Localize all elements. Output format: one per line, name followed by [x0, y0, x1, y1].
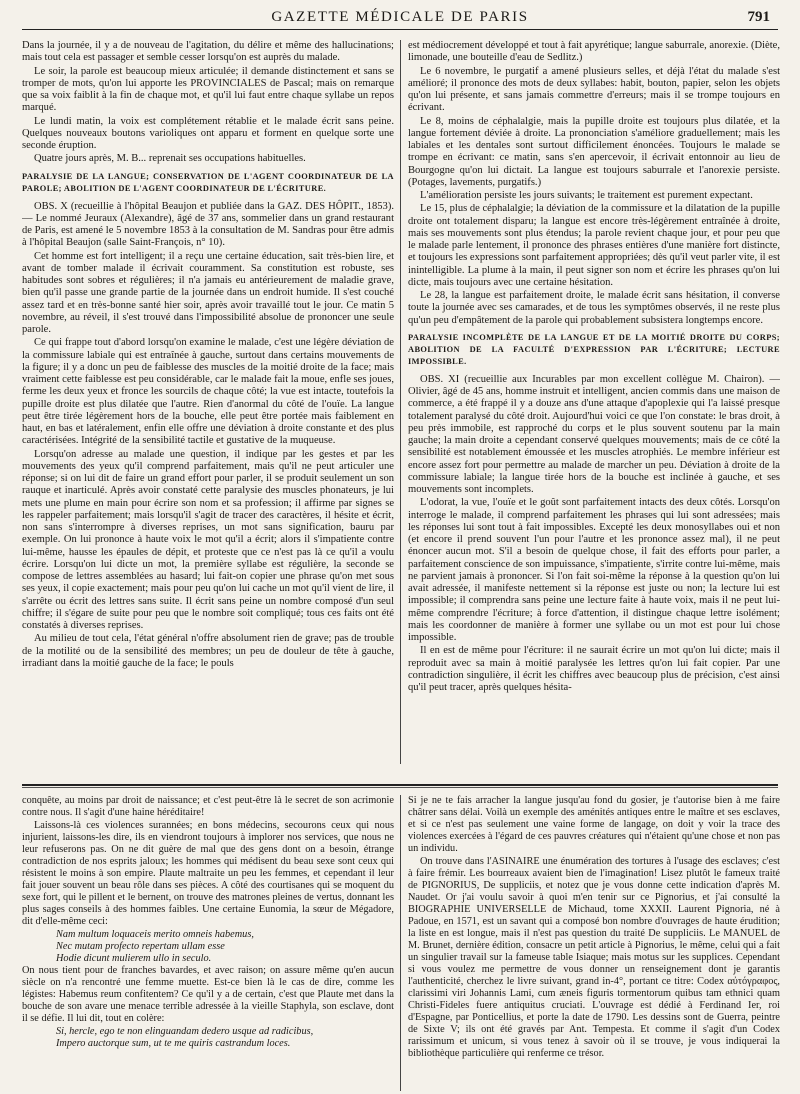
paragraph: conquête, au moins par droit de naissance; et c'est peut-être là le secret de son acrimonie contre nous. Il s'agit d'une haine héréditaire! — [22, 795, 394, 818]
paragraph: Le 6 novembre, le purgatif a amené plusieurs selles, et déjà l'état du malade s'est amélioré; il prononce des mots de deux syllabes: habit, bouton, papier, selon les objets qu'on lui présente, et sans jamais commettre d'erreurs; mais il se trompe toujours en écrivant. — [408, 65, 780, 114]
latin-quote-line: Hodie dicunt mulierem ullo in seculo. — [56, 953, 212, 964]
feuilleton-column-left — [22, 795, 394, 1091]
paragraph: On nous tient pour de franches bavardes, et avec raison; on assure même qu'en aucun siècle on n'a rencontré une femme muette. Est-ce bien là le cas de dire, comme les légistes: Habemus reum confitentem? Ce qu'il y a de certain, c'est que Plaute met dans la bouche de son avare une menace terrible adressée à la vieille Staphyla, son esclave, dont il se défie. Il lui dit, tout en colère: — [22, 965, 394, 1024]
paragraph: Le lundi matin, la voix est complétement rétablie et le malade écrit sans peine. Quelques nouveaux boutons varioliques ont apparu et forment en quelque sorte une seconde éruption. — [22, 115, 394, 151]
paragraph: est médiocrement développé et tout à fait apyrétique; langue saburrale, anorexie. (Diète, limonade, une bouteille d'eau de Sedlitz.) — [408, 40, 780, 64]
observation-label: OBS. XI — [420, 373, 460, 385]
paragraph: Au milieu de tout cela, l'état général n'offre absolument rien de grave; pas de trouble de la motilité ou de la sensibilité des membres; un peu de douleur de tête à gauche, irradiant dans la moitié gauche de la face; le pouls — [22, 633, 394, 669]
paragraph: Dans la journée, il y a de nouveau de l'agitation, du délire et même des hallucinations; mais tout cela est passager et semble cesser lorsqu'on est auprès du malade. — [22, 40, 394, 64]
paragraph: Le 15, plus de céphalalgie; la déviation de la commissure et la dilatation de la pupille droite ont totalement disparu; la langue est encore très-légèrement entraînée à droite, mais ses mouvements sont plus étendus; la parole revient chaque jour, et pour peu que le malade parle lentement, il prononce des phrases entières d'une manière fort distincte, et toujours les expressions sont parfaitement appropriées; dès qu'il veut parler vite, il est inintelligible. La plume à la main, il peut signer son nom et écrire les phrases qu'on lui dicte, mais toujours avec une certaine hésitation. — [408, 203, 780, 288]
observation-paragraph: OBS. X (recueillie à l'hôpital Beaujon et publiée dans la GAZ. DES HÔPIT., 1853). — Le nommé Jeuraux (Alexandre), âgé de 37 ans, sommelier dans un grand restaurant de Paris, est amené le 5 novembre 1853 à la consultation de M. Sandras pour être admis à l'hôpital Beaujon (salle Saint-François, n° 10). — [22, 200, 394, 249]
section-heading: PARALYSIE DE LA LANGUE; CONSERVATION DE L'AGENT COORDINATEUR DE LA PAROLE; ABOLITION DE L'AGENT COORDINATEUR DE L'ÉCRITURE. — [22, 171, 394, 193]
feuilleton-column-right — [408, 795, 780, 1091]
column-divider-bottom — [400, 795, 401, 1091]
latin-quote-line: Si, hercle, ego te non elinguandam dedero usque ad radicibus, — [56, 1026, 314, 1037]
article-column-left — [22, 40, 394, 764]
journal-title: GAZETTE MÉDICALE DE PARIS — [271, 9, 529, 25]
paragraph: Cet homme est fort intelligent; il a reçu une certaine éducation, sait très-bien lire, et avant de tomber malade il écrivait couramment. Sa constitution est robuste, ses habitudes sont sobres et régulières; il n'a jamais eu antérieurement de maladie grave, bien qu'il passe une grande partie de la journée dans un endroit humide. Il s'est couché assez tard et en très-bonne santé hier soir, après avoir travaillé tout le jour. Ce matin 5 novembre, au réveil, il s'est trouvé dans l'impossibilité absolue de prononcer une seule parole. — [22, 250, 394, 335]
latin-quote-line: Nam multum loquaceis merito omneis habemus, — [56, 929, 254, 940]
latin-quote-line: Nec mutam profecto repertam ullam esse — [56, 941, 225, 952]
paragraph: Le soir, la parole est beaucoup mieux articulée; il demande distinctement et sans se tromper de mots, qu'on lui apporte les PROVINCIALES de Pascal; mais on remarque que sa voix faiblit à la fin de chaque mot, et qu'il lui faut entre chaque syllabe un repos marqué. — [22, 65, 394, 114]
latin-quote-line: Impero auctorque sum, ut te me quiris castrandum loces. — [56, 1038, 291, 1049]
paragraph: L'odorat, la vue, l'ouïe et le goût sont parfaitement intacts des deux côtés. Lorsqu'on interroge le malade, il comprend parfaitement les phrases qui lui sont adressées; mais les réponses lui sont tout à fait impossibles. Excepté les deux monosyllabes oui et non (et encore il prend souvent l'un pour l'autre et les prononce assez mal), il ne peut énoncer aucun mot. S'il a besoin de quelque chose, il fait des efforts pour parler, a parfaitement conscience de son impuissance, s'impatiente, s'irrite contre lui-même, mais ne parvient jamais à prononcer. Si l'on fait soi-même la réponse à la question qu'on lui avait adressée, il manifeste nettement si la réponse est juste ou non; la lecture lui est impossible; il comprendra sans peine une lecture faite à haute voix, mais il ne peut lui-même comprendre l'écriture; à force d'attention, il distingue chaque lettre isolément; mais les coordonner de manière à former une syllabe ou un mot est pour lui chose impossible. — [408, 497, 780, 643]
paragraph: Laissons-là ces violences surannées; en bons médecins, secourons ceux qui nous injurient, laissons-les dire, ils en viendront toujours à implorer nos services, que nous ne leur refuserons pas. On ne dit guère de mal que des gens dont on a besoin, étrange contradiction de nos esprits jaloux; les hommes qui médisent du beau sexe sont ceux qui résistent le moins à son empire. Plaute maltraite un peu les femmes, et cependant il leur fait jouer souvent un beau rôle dans ses pièces. A côté des courtisanes qui se moquent du sexe fort, qui le pillent et le bernent, on trouve des matrones pleines de vertus, donnant les plus sages conseils à des hommes faibles. Une certaine Eunomia, la sœur de Mégadore, dit d'elle-même ceci: — [22, 820, 394, 927]
paragraph: Ce qui frappe tout d'abord lorsqu'on examine le malade, c'est une légère déviation de la commissure labiale qui est entraînée à gauche, surtout dans certains mouvements de la figure; il y a donc un peu de faiblesse des muscles de la moitié droite de la face; mais vraiment cette faiblesse est peu considérable, car le malade fait la moue, enfle ses joues, ferme les deux yeux et fronce les sourcils de chaque côté; la vue est intacte, toutefois la pupille droite est plus dilatée que l'autre. Rien d'anormal du côté de l'ouïe. La langue peut être tirée légèrement hors de la bouche, elle peut être portée mais faiblement en haut, en bas et latéralement, enfin elle offre une déviation à droite constante et des plus caractérisées. Intégrité de la sensibilité tactile et gustative de la muqueuse. — [22, 337, 394, 447]
paragraph: L'amélioration persiste les jours suivants; le traitement est purement expectant. — [420, 190, 753, 201]
page-header — [22, 6, 778, 30]
paragraph: Le 8, moins de céphalalgie, mais la pupille droite est toujours plus dilatée, et la langue fortement déviée à droite. La prononciation s'améliore graduellement; mais les labiales et les dentales sont surtout difficilement énoncées. Toujours le malade se trompe en écrivant: ce matin, sans s'en apercevoir, il écrivait entonnoir au lieu de Bourgogne qu'on lui dictait. La langue est toujours saburrale et l'anorexie persiste. (Potages, lavements, purgatifs.) — [408, 115, 780, 188]
paragraph: Le 28, la langue est parfaitement droite, le malade écrit sans hésitation, il converse toute la journée avec ses camarades, et de tous les symptômes observés, il ne reste plus qu'un peu d'empâtement de la parole qui probablement subsistera longtemps encore. — [408, 290, 780, 326]
observation-label: OBS. X — [34, 200, 68, 212]
paragraph: Quatre jours après, M. B... reprenait ses occupations habituelles. — [34, 153, 306, 165]
journal-citation: GAZ. DES HÔPIT. — [277, 200, 362, 212]
paragraph: Il en est de même pour l'écriture: il ne saurait écrire un mot qu'on lui dicte; mais il reproduit avec sa main à moitié paralysée les lettres qu'on lui fait copier. Par une contradiction singulière, il écrit les chiffres avec beaucoup plus de précision, c'est ainsi qu'il peut tracer, après quelques hésita- — [408, 645, 780, 693]
paragraph: Si je ne te fais arracher la langue jusqu'au fond du gosier, je t'autorise bien à me faire châtrer sans délai. Voilà un exemple des aménités antiques entre le maître et ses esclaves, et si ce n'est pas seulement une vaine forme de langage, on doit y voir la trace des violences exercées à l'égard de ces pauvres créatures qui n'étaient qu'une chose et non pas un individu. — [408, 795, 780, 854]
feuilleton-separator-inner — [22, 787, 778, 788]
observation-paragraph: OBS. XI (recueillie aux Incurables par mon excellent collègue M. Chairon). — Olivier, âgé de 45 ans, homme instruit et intelligent, ancien commis dans une maison de commerce, a été frappé il y a douze ans d'une attaque d'apoplexie qui l'a laissé presque totalement paralysé du côté droit. Aujourd'hui voici ce que l'on constate: le bras droit, à peu près immobile, est rapproché du corps et le plus souvent soutenu par la main gauche; la main droite a cependant conservé quelques mouvements; mais de ce côté la sensibilité est notablement émoussée et les muscles atrophiés. Le membre inférieur est encore assez fort pour permettre au malade de marcher un peu. Déviation à droite de la commissure labiale; la langue tirée hors de la bouche est inclinée à gauche, et ses mouvements sont incomplets. — [408, 373, 780, 495]
column-divider-top — [400, 40, 401, 764]
section-heading: PARALYSIE INCOMPLÈTE DE LA LANGUE ET DE LA MOITIÉ DROITE DU CORPS; ABOLITION DE LA FACULTÉ D'EXPRESSION PAR L'ÉCRITURE; LECTURE IMPOSSIBLE. — [408, 332, 780, 366]
paragraph: On trouve dans l'ASINAIRE une énumération des tortures à l'usage des esclaves; c'est à faire frémir. Les bourreaux avaient bien de l'imagination! Lisez plutôt le fameux traité de PIGNORIUS, De suppliciis, et notez que je vous donne cette indication d'après M. Naudet. Or j'ai voulu savoir à quoi m'en tenir sur ce Pignorius, et j'ai consulté la BIOGRAPHIE UNIVERSELLE de Michaud, tome XXXII. Laurent Pignoria, né à Padoue, en 1571, est un savant qui a composé bon nombre d'ouvrages de haute érudition; la liste en est longue, mais il n'est pas question du traité De suppliciis. Le MANUEL de M. Brunet, dernière édition, consacre un petit article à Pignorius, le même, celui qui a fait un singulier travail sur la fameuse table Isiaque; mais motus sur les supplices. Cependant si vous voulez me permettre de vous donner un renseignement dont je garantis l'authenticité, cherchez le livre suivant, grand in-4°, portant ce titre: Codex αὐτόγραφος, clarissimi viri Johannis Lami, cum æneis figuris tormentorum quibus tam ethnici quam Christi-Fideles fuere antiquitus cruciati. L'ouvrage est dédié à Ferdinand Ier, roi d'Espagne, par Ponticellius, et porte la date de 1790. Les dessins sont de Guerra, peintre de Sixte V; ils ont été gravés par Ant. Tempesta. Et comme il s'agit d'un Codex rarissimum et unicum, si vous tenez à savoir où il se trouve, je vous indiquerai la bibliothèque particulière qui renferme ce trésor. — [408, 856, 780, 1059]
feuilleton-separator — [22, 784, 778, 786]
page-number: 791 — [747, 9, 770, 25]
paragraph: Lorsqu'on adresse au malade une question, il indique par les gestes et par les mouvements des yeux qu'il comprend parfaitement, mais qu'il ne peut articuler une réponse; si on lui dit de faire un grand effort pour parler, il se produit seulement un son rauque et inarticulé. Après avoir constaté cette paralysie des muscles phonateurs, je lui mets une plume en main pour écrire son nom et sa profession; il affirme par signes se les rappeler parfaitement; mais lorsqu'il s'agit de tracer des caractères, il hésite et écrit, non sans s'interrompre à diverses reprises, un mot sans signification, bauru par exemple. On lui prononce à haute voix le mot qu'il a écrit; alors il s'impatiente contre lui-même, hausse les épaules de dépit, et proteste que ce n'est pas là ce qu'il a voulu écrire. Lorsqu'on lui dicte un mot, la première syllabe est régulière, la seconde se compose de lettres assemblées au hasard; lui fait-on copier une phrase qu'on met sous ses yeux, il copie exactement; mais pour peu qu'on lui cache un mot qu'il vient de lire, il s'arrête ou écrit des lettres sans suite. Il écrit sans peine un nombre composé d'un seul chiffre; il s'égare de suite pour peu que le nombre soit compliqué; tous ces faits ont été constatés à diverses reprises. — [22, 448, 394, 631]
article-column-right — [408, 40, 780, 764]
